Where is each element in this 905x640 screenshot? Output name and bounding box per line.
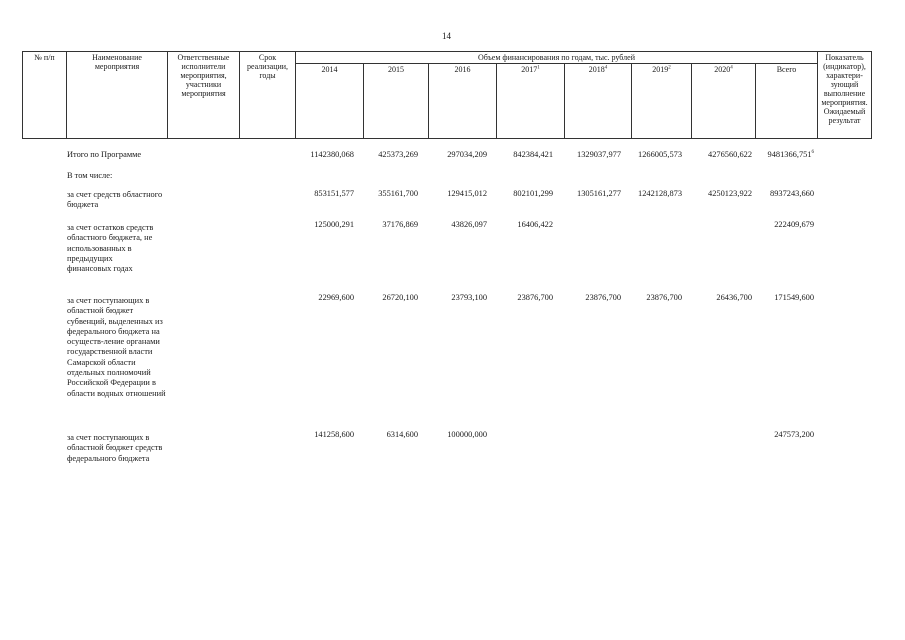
- header-year: 2014: [296, 64, 364, 139]
- cell-value: 802101,299: [513, 189, 553, 198]
- cell-value-total: 171549,600: [774, 293, 814, 302]
- cell-value: 1305161,277: [577, 189, 621, 198]
- header-indicator: Показатель (индикатор), характери-зующий выполнение мероприятия. Ожидаемый результат: [818, 52, 872, 139]
- header-year: 2019$^2$: [632, 64, 692, 139]
- row-label-including: В том числе:: [67, 171, 113, 180]
- row-label-federal-subventions: за счет поступающих в областной бюджет субвенций, выделенных из федерального бюджета на осуществ-ление органами государственной власти Самарской области отдельных полномочий Российской Федерации в области водных отношений: [67, 296, 166, 398]
- cell-value: 297034,209: [447, 150, 487, 159]
- cell-value: 355161,700: [378, 189, 418, 198]
- cell-value: 125000,291: [314, 220, 354, 229]
- cell-value: 23876,700: [585, 293, 621, 302]
- cell-value: 425373,269: [378, 150, 418, 159]
- cell-value: 141258,600: [314, 430, 354, 439]
- cell-value: 1266005,573: [638, 150, 682, 159]
- cell-value: 1242128,873: [638, 189, 682, 198]
- row-label-budget-balances: за счет остатков средств областного бюджета, не использованных в предыдущих финансовых годах: [67, 223, 154, 274]
- cell-value-total: 222409,679: [774, 220, 814, 229]
- header-term: Срок реализации, годы: [240, 52, 296, 139]
- cell-value: 23876,700: [517, 293, 553, 302]
- header-year: 2020$^4$: [692, 64, 756, 139]
- header-total: Всего: [756, 64, 818, 139]
- page-number: 14: [442, 31, 451, 41]
- row-label-total: Итого по Программе: [67, 150, 142, 159]
- header-year: 2015: [364, 64, 429, 139]
- cell-value: 853151,577: [314, 189, 354, 198]
- cell-value: 26720,100: [382, 293, 418, 302]
- cell-value: 4276560,622: [708, 150, 752, 159]
- header-number: № п/п: [23, 52, 67, 139]
- cell-value: 26436,700: [716, 293, 752, 302]
- cell-value-total: 9481366,751$^6$: [767, 150, 814, 159]
- cell-value: 37176,869: [382, 220, 418, 229]
- cell-value: 1142380,068: [310, 150, 354, 159]
- row-label-federal-funds: за счет поступающих в областной бюджет средств федерального бюджета: [67, 433, 163, 463]
- cell-value: 43826,097: [451, 220, 487, 229]
- cell-value: 842384,421: [513, 150, 553, 159]
- header-executors: Ответственные исполнители мероприятия, участники мероприятия: [168, 52, 240, 139]
- header-year: 2017$^1$: [497, 64, 565, 139]
- cell-value-total: 247573,200: [774, 430, 814, 439]
- header-year: 2016: [429, 64, 497, 139]
- header-year: 2018$^4$: [565, 64, 632, 139]
- cell-value: 23876,700: [646, 293, 682, 302]
- cell-value-total: 8937243,660: [770, 189, 814, 198]
- header-name: Наименование мероприятия: [67, 52, 168, 139]
- cell-value: 4250123,922: [708, 189, 752, 198]
- cell-value: 6314,600: [386, 430, 418, 439]
- cell-value: 1329037,977: [577, 150, 621, 159]
- cell-value: 129415,012: [447, 189, 487, 198]
- cell-value: 16406,422: [517, 220, 553, 229]
- table-header: [22, 51, 872, 139]
- cell-value: 22969,600: [318, 293, 354, 302]
- header-funding: Объем финансирования по годам, тыс. рублей: [296, 52, 818, 64]
- cell-value: 100000,000: [447, 430, 487, 439]
- cell-value: 23793,100: [451, 293, 487, 302]
- row-label-regional-budget: за счет средств областного бюджета: [67, 190, 163, 210]
